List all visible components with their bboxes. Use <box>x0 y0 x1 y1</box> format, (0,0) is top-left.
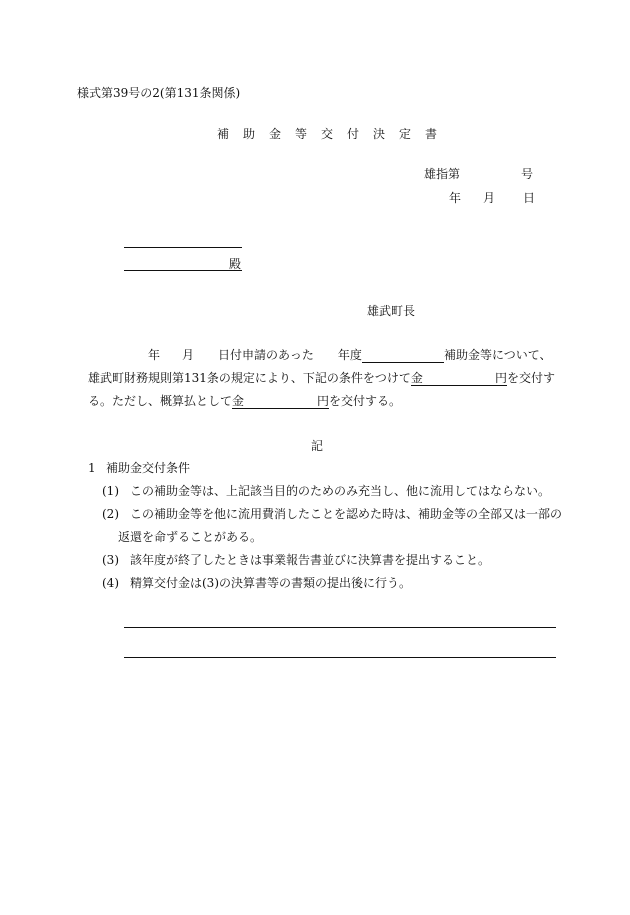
body-line-1 <box>148 347 551 363</box>
condition-text: この補助金等を他に流用費消したことを認めた時は、補助金等の全部又は一部の <box>130 507 563 521</box>
application-year: 年 <box>148 348 161 362</box>
amount-suffix: 円 <box>317 394 330 408</box>
grant-tail: を交付す <box>506 371 555 385</box>
condition-number: (4) <box>102 576 119 590</box>
condition-item <box>102 552 490 568</box>
addressee-suffix: 殿 <box>229 257 242 271</box>
condition-item <box>102 506 562 522</box>
condition-number: (2) <box>102 507 119 521</box>
condition-number: (1) <box>102 484 119 498</box>
amount-suffix: 円 <box>494 371 507 385</box>
addressee-line-2 <box>124 270 242 271</box>
conditions-heading-number: 1 <box>88 461 96 475</box>
conditions-heading-label: 補助金交付条件 <box>106 461 191 475</box>
condition-number: (3) <box>102 553 119 567</box>
document-title: 補助金等交付決定書 <box>217 127 452 141</box>
document-date <box>449 190 535 206</box>
date-day: 日 <box>523 191 536 205</box>
extra-condition-line-1 <box>124 627 556 628</box>
body-line-3 <box>88 393 401 409</box>
ki-heading: 記 <box>311 439 324 453</box>
advance-text: る。ただし、概算払として <box>88 394 233 408</box>
condition-text: この補助金等は、上記該当目的のためのみ充当し、他に流用してはならない。 <box>130 484 551 498</box>
subsidy-text: 補助金等について、 <box>443 348 552 362</box>
amount-prefix: 金 <box>410 371 423 385</box>
condition-item <box>102 483 550 499</box>
issuer-name: 雄武町長 <box>367 304 416 318</box>
date-year: 年 <box>449 191 462 205</box>
addressee-line-1 <box>124 247 242 248</box>
date-month: 月 <box>483 191 496 205</box>
extra-condition-line-2 <box>124 657 556 658</box>
subsidy-name-blank <box>362 349 444 363</box>
application-month: 月 <box>182 348 195 362</box>
regulation-text: 雄武町財務規則第131条の規定により、下記の条件をつけて <box>88 371 411 385</box>
advance-amount-blank <box>232 394 329 409</box>
grant-amount-blank <box>411 371 507 386</box>
condition-text: 精算交付金は(3)の決算書等の書類の提出後に行う。 <box>130 576 412 590</box>
amount-prefix: 金 <box>232 394 245 408</box>
document-number-suffix: 号 <box>521 167 534 181</box>
advance-tail: を交付する。 <box>329 394 402 408</box>
conditions-heading <box>88 460 190 476</box>
condition-item <box>102 575 411 591</box>
document-number <box>424 166 533 182</box>
fiscal-year-label: 年度 <box>337 348 362 362</box>
condition-text: 該年度が終了したときは事業報告書並びに決算書を提出すること。 <box>130 553 491 567</box>
application-day-text: 日付申請のあった <box>218 348 314 362</box>
document-number-prefix: 雄指第 <box>424 167 461 181</box>
condition-continuation: 返還を命ずることがある。 <box>118 530 263 544</box>
body-line-2 <box>88 370 555 386</box>
form-number: 様式第39号の2(第131条関係) <box>77 86 241 100</box>
